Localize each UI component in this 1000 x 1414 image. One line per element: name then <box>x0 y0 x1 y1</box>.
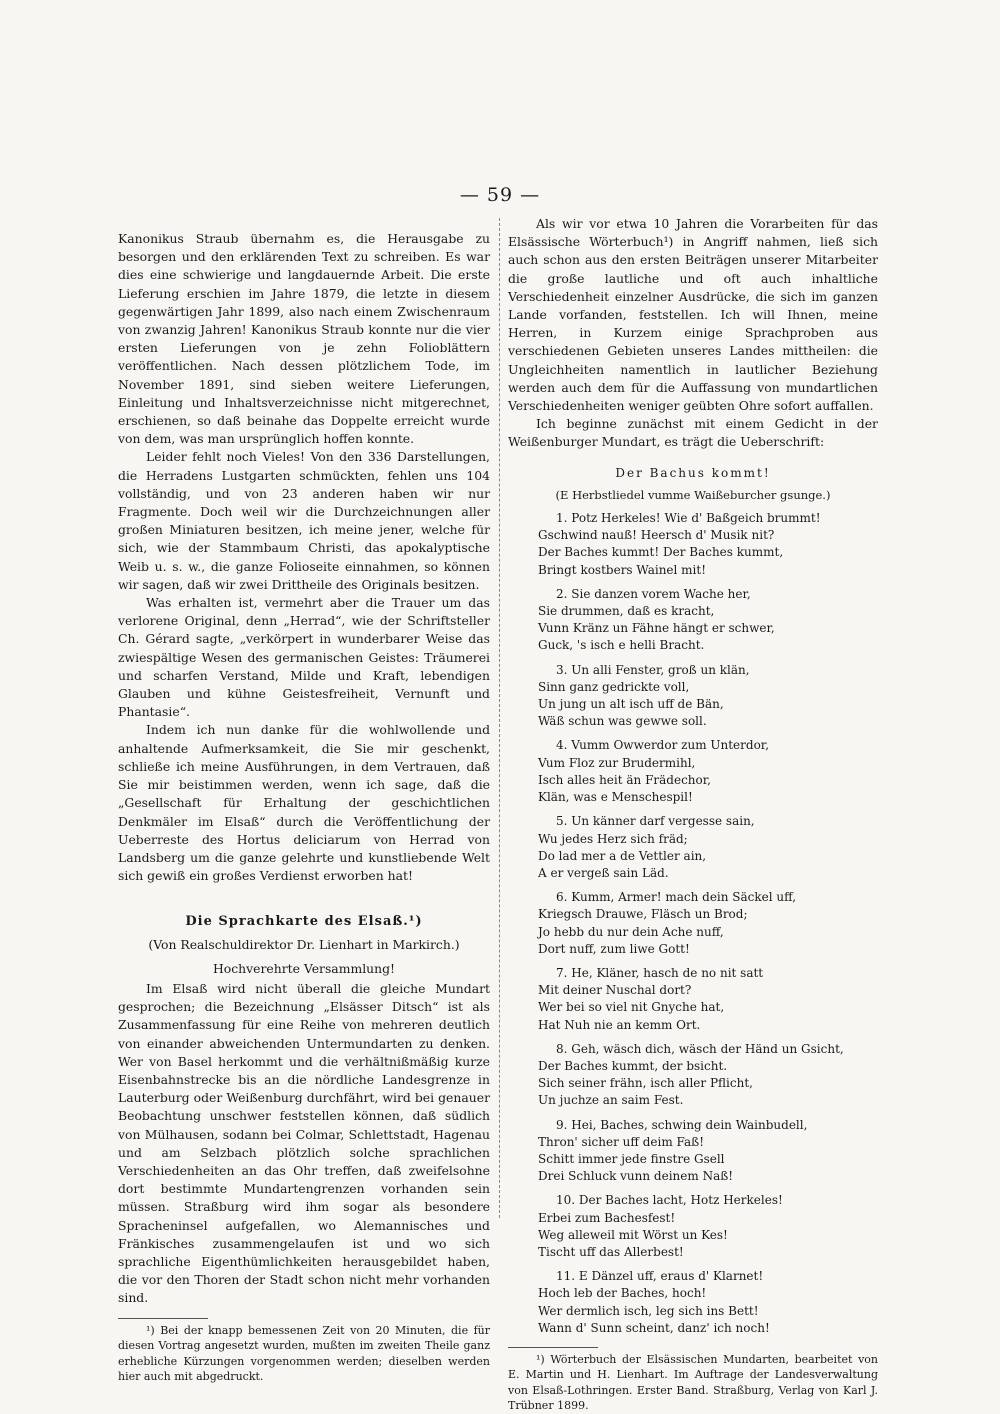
poem-stanza <box>538 1268 878 1337</box>
paragraph: Leider fehlt noch Vieles! Von den 336 Darstellungen, die Herradens Lustgarten schmückten, fehlen uns 104 vollständig, und von 23 anderen haben wir nur Fragmente. Doch weil wir die Durchzeichnungen aller großen Miniaturen besitzen, ich meine jener, welche für sich, wie der Stammbaum Christi, das apokalyptische Weib u. s. w., die ganze Folioseite einnahmen, so können wir sagen, daß wir zwei Drittheile des Originals besitzen. <box>118 449 490 592</box>
poem-line: Kriegsch Drauwe, Fläsch un Brod; <box>538 907 748 922</box>
poem-stanza <box>538 510 878 579</box>
poem-line: Thron' sicher uff deim Faß! <box>538 1134 705 1149</box>
right-column <box>508 215 878 1414</box>
poem-line: Mit deiner Nuschal dort? <box>538 983 692 998</box>
footnote: ¹) Bei der knapp bemessenen Zeit von 20 Minuten, die für diesen Vortrag angesetzt wurden, mußten im zweiten Theile ganz erhebliche Kürzungen vorgenommen werden; dieselben werden hier auch mit abgedruckt. <box>118 1323 490 1384</box>
poem-line: 3. Un alli Fenster, groß un klän, <box>556 662 750 677</box>
intro-paragraph: Als wir vor etwa 10 Jahren die Vorarbeiten für das Elsässische Wörterbuch¹) in Angriff nahmen, ließ sich auch schon aus den ersten Beiträgen unserer Mitarbeiter die große lautliche und oft auch inhaltliche Verschiedenheit einzelner Ausdrücke, die sich im ganzen Lande vorfanden, feststellen. Ich will Ihnen, meine Herren, in Kurzem einige Sprachproben aus verschiedenen Gebieten unseres Landes mittheilen: die Ungleichheiten namentlich in lautlicher Beziehung werden auch dem für die Auffassung von mundartlichen Verschiedenheiten weniger geübten Ohre sofort auffallen. <box>508 216 878 414</box>
footnote: ¹) Wörterbuch der Elsässischen Mundarten, bearbeitet von E. Martin und H. Lienhart. Im Auftrage der Landesverwaltung von Elsaß-Lothringen. Erster Band. Straßburg, Verlag von Karl J. Trübner 1899. <box>508 1352 878 1413</box>
poem-stanza <box>538 813 878 882</box>
poem-subtitle: (E Herbstliedel vumme Waißeburcher gsunge.) <box>555 487 831 502</box>
poem-line: 5. Un känner darf vergesse sain, <box>556 814 755 829</box>
poem-line: Bringt kostbers Wainel mit! <box>538 562 707 577</box>
poem-line: Klän, was e Menschespil! <box>538 790 693 805</box>
poem-line: Sich seiner frähn, isch aller Pflicht, <box>538 1076 753 1091</box>
poem-line: Wer dermlich isch, leg sich ins Bett! <box>538 1303 759 1318</box>
poem-stanza <box>538 889 878 958</box>
poem-line: Schitt immer jede finstre Gsell <box>538 1151 725 1166</box>
footnote-rule <box>508 1347 598 1348</box>
paragraph: Indem ich nun danke für die wohlwollende und anhaltende Aufmerksamkeit, die Sie mir geschenkt, schließe ich meine Ausführungen, in dem Vertrauen, daß Sie mir beistimmen werden, wenn ich sage, daß die „Gesellschaft für Erhaltung der geschichtlichen Denkmäler im Elsaß“ durch die Veröffentlichung der Ueberreste des Hortus deliciarum von Herrad von Landsberg um die ganze gelehrte und kunstliebende Welt sich gewiß ein großes Verdienst erworben hat! <box>118 722 490 884</box>
poem-line: Drei Schluck vunn deinem Naß! <box>538 1169 734 1184</box>
poem-stanza <box>538 1041 878 1110</box>
poem-line: Der Baches kummt! Der Baches kummt, <box>538 545 784 560</box>
section-title: Die Sprachkarte des Elsaß.¹) <box>185 914 423 930</box>
poem-line: 2. Sie danzen vorem Wache her, <box>556 586 751 601</box>
poem-line: 6. Kumm, Armer! mach dein Säckel uff, <box>556 890 797 905</box>
column-divider <box>499 218 500 1218</box>
poem-line: Vum Floz zur Brudermihl, <box>538 755 696 770</box>
intro-paragraph: Ich beginne zunächst mit einem Gedicht in der Weißenburger Mundart, es trägt die Ueberschrift: <box>508 416 878 450</box>
poem-line: Wu jedes Herz sich fräd; <box>538 831 688 846</box>
poem-line: A er vergeß sain Läd. <box>538 865 669 880</box>
poem-line: Jo hebb du nur dein Ache nuff, <box>538 924 724 939</box>
poem-line: Sinn ganz gedrickte voll, <box>538 679 690 694</box>
poem-line: 11. E Dänzel uff, eraus d' Klarnet! <box>556 1269 764 1284</box>
poem-line: Do lad mer a de Vettler ain, <box>538 848 707 863</box>
poem-line: Isch alles heit än Frädechor, <box>538 772 711 787</box>
salutation: Hochverehrte Versammlung! <box>212 960 396 976</box>
poem-line: 9. Hei, Baches, schwing dein Wainbudell, <box>556 1117 808 1132</box>
poem-line: Wäß schun was gewwe soll. <box>538 714 707 729</box>
poem-line: 4. Vumm Owwerdor zum Unterdor, <box>556 738 770 753</box>
paragraph: Kanonikus Straub übernahm es, die Herausgabe zu besorgen und den erklärenden Text zu schreiben. Es war dies eine schwierige und langdauernde Arbeit. Die erste Lieferung erschien im Jahre 1879, die letzte in diesem gegenwärtigen Jahr 1899, also nach einem Zwischenraum von zwanzig Jahren! Kanonikus Straub konnte nur die vier ersten Lieferungen von je zehn Folioblättern veröffentlichen. Nach dessen plötzlichem Tode, im November 1891, sind sieben weitere Lieferungen, Einleitung und Inhaltsverzeichnisse nicht mitgerechnet, erschienen, so daß beinahe das Doppelte erreicht wurde von dem, was man ursprünglich hoffen konnte. <box>118 231 490 447</box>
left-column <box>118 230 490 1385</box>
poem-line: 10. Der Baches lacht, Hotz Herkeles! <box>556 1193 783 1208</box>
poem-line: Sie drummen, daß es kracht, <box>538 604 715 619</box>
poem-line: Wer bei so viel nit Gnyche hat, <box>538 1000 725 1015</box>
poem-line: Der Baches kummt, der bsicht. <box>538 1058 728 1073</box>
poem-line: 8. Geh, wäsch dich, wäsch der Händ un Gsicht, <box>556 1041 844 1056</box>
poem-stanza <box>538 737 878 806</box>
poem-line: Tischt uff das Allerbest! <box>538 1244 684 1259</box>
section-subtitle: (Von Realschuldirektor Dr. Lienhart in Markirch.) <box>148 936 460 952</box>
poem <box>538 510 878 1337</box>
poem-line: Un juchze an saim Fest. <box>538 1093 684 1108</box>
poem-stanza <box>538 1117 878 1186</box>
poem-line: Un jung un alt isch uff de Bän, <box>538 697 724 712</box>
poem-stanza <box>538 662 878 731</box>
poem-line: Weg alleweil mit Wörst un Kes! <box>538 1227 728 1242</box>
poem-line: 7. He, Kläner, hasch de no nit satt <box>556 965 764 980</box>
poem-line: 1. Potz Herkeles! Wie d' Baßgeich brummt! <box>556 511 821 526</box>
body-paragraph: Im Elsaß wird nicht überall die gleiche Mundart gesprochen; die Bezeichnung „Elsässer Ditsch“ ist als Zusammenfassung für eine Reihe von mehreren deutlich von einander abweichenden Untermundarten zu denken. Wer von Basel herkommt und die verhältnißmäßig kurze Eisenbahnstrecke bis an die nördliche Landesgrenze in Lauterburg oder Weißenburg durchfährt, wird bei genauer Beobachtung unschwer feststellen können, daß südlich von Mülhausen, sodann bei Colmar, Schlettstadt, Hagenau und am Selzbach plötzlich solche sprachlichen Verschiedenheiten an das Ohr treffen, daß zweifelsohne dort bestimmte Mundartengrenzen vorhanden sein müssen. Straßburg wird ihm sogar als besondere Spracheninsel aufgefallen, wo Alemannisches und Fränkisches zusammengelaufen ist und wo sich sprachliche Eigenthümlichkeiten herausgebildet haben, die vor den Thoren der Stadt schon nicht mehr vorhanden sind. <box>118 980 490 1306</box>
poem-stanza <box>538 965 878 1034</box>
poem-line: Guck, 's isch e helli Bracht. <box>538 638 705 653</box>
page-number: — 59 — <box>459 184 541 206</box>
footnote-rule <box>118 1318 208 1319</box>
poem-title: Der Bachus kommt! <box>615 465 771 480</box>
poem-line: Hoch leb der Baches, hoch! <box>538 1286 707 1301</box>
poem-line: Hat Nuh nie an kemm Ort. <box>538 1017 701 1032</box>
poem-line: Gschwind nauß! Heersch d' Musik nit? <box>538 528 775 543</box>
poem-stanza <box>538 586 878 655</box>
poem-stanza <box>538 1192 878 1261</box>
poem-line: Wann d' Sunn scheint, danz' ich noch! <box>538 1320 770 1335</box>
poem-line: Vunn Kränz un Fähne hängt er schwer, <box>538 621 775 636</box>
paragraph: Was erhalten ist, vermehrt aber die Trauer um das verlorene Original, denn „Herrad“, wie der Schriftsteller Ch. Gérard sagte, „verkörpert in wunderbarer Weise das zwiespältige Wesen des germanischen Geistes: Träumerei und scharfen Verstand, Milde und Kraft, lebendigen Glauben und kühne Geistesfreiheit, Vernunft und Phantasie“. <box>118 595 490 720</box>
poem-line: Dort nuff, zum liwe Gott! <box>538 941 690 956</box>
poem-line: Erbei zum Bachesfest! <box>538 1210 676 1225</box>
